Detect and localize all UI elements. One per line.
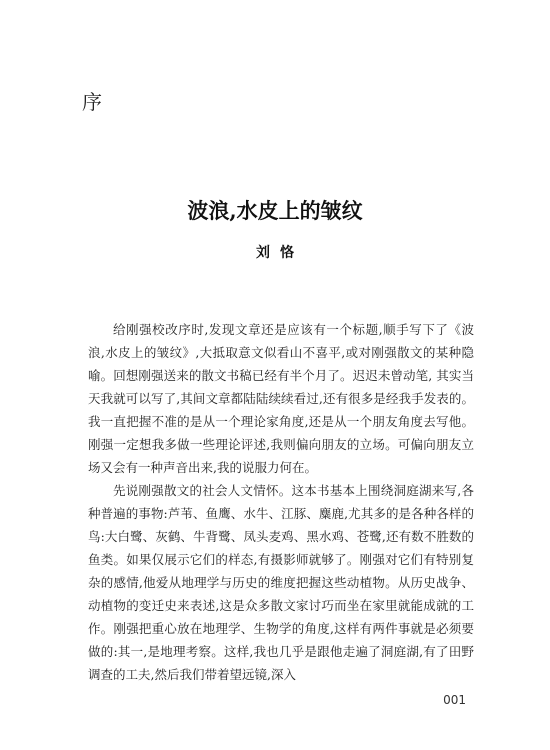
paragraph: 先说刚强散文的社会人文情怀。这本书基本上围绕洞庭湖来写,各种普遍的事物:芦苇、鱼鹰、水牛、江豚、麋鹿,尤其多的是各种各样的鸟:大白鹭、灰鹤、牛背鹭、凤头麦鸡、黑水鸡、苍鹭,还有数不胜数的鱼类。如果仅展示它们的样态,有摄影师就够了。刚强对它们有特别复杂的感情,他爱从地理学与历史的维度把握这些动植物。从历史战争、动植物的变迁史来表述,这是众多散文家讨巧而坐在家里就能成就的工作。刚强把重心放在地理学、生物学的角度,这样有两件事就是必须要做的:其一,是地理考察。这样,我也几乎是跟他走遍了洞庭湖,有了田野调查的工夫,然后我们带着望远镜,深入 xyxy=(88,483,474,682)
paragraph: 给刚强校改序时,发现文章还是应该有一个标题,顺手写下了《波浪,水皮上的皱纹》,大抵取意文似看山不喜平,或对刚强散文的某种隐喻。回想刚强送来的散文书稿已经有半个月了。迟迟未曾动笔, 其实当天我就可以写了,其间文章都陆陆续续看过,还有很多是经我手发表的。我一直把握不准的是从一个理论家角度,还是从一个朋友角度去写他。刚强一定想我多做一些理论评述,我则偏向朋友的立场。可偏向朋友立场又会有一种声音出来,我的说服力何在。 xyxy=(88,322,474,475)
essay-title: 波浪,水皮上的皱纹 xyxy=(187,198,363,223)
author-name: 刘恪 xyxy=(256,245,304,261)
section-label: 序 xyxy=(82,90,102,114)
page-number: 001 xyxy=(443,693,466,707)
body-text xyxy=(88,318,474,686)
